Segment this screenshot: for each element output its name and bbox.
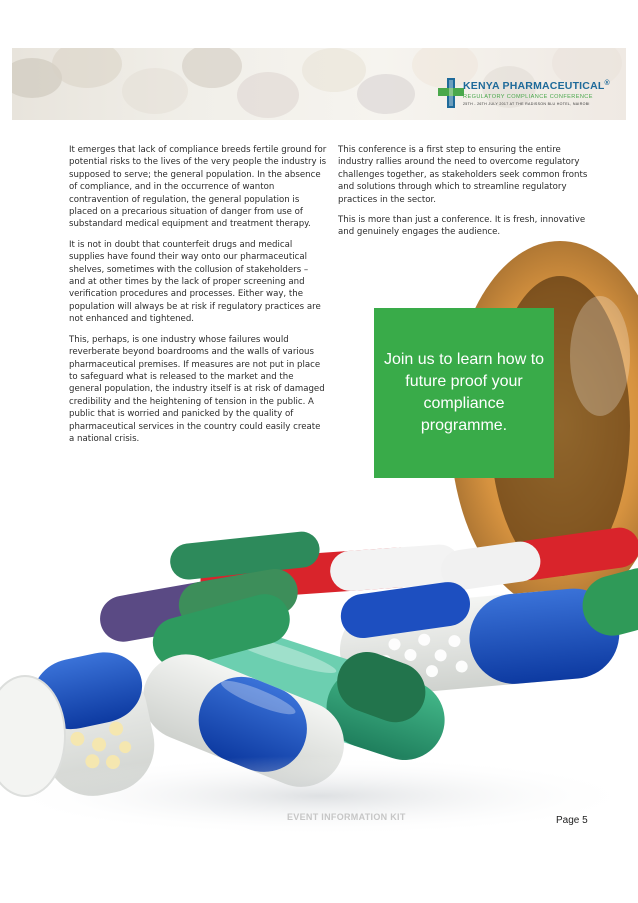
cta-box <box>374 308 554 478</box>
medical-cross-icon <box>438 78 464 108</box>
logo-brand: KENYA PHARMACEUTICAL® <box>463 80 610 92</box>
left-paragraph-3: This, perhaps, is one industry whose failures would reverberate beyond boardrooms and the walls of various pharmaceutical premises. If measures are not put in place to safeguard what is released to the market and the general population, the industry itself is at risk of damaged credibility and the heightening of tension in the public. A public that is worried and panicked by the quality of pharmaceutical services in the country could easily create a national crisis. <box>69 334 325 444</box>
logo-dateline: 25TH - 26TH JULY 2017 AT THE RADISSON BLU HOTEL, NAIROBI <box>463 102 590 106</box>
conference-logo <box>438 78 610 112</box>
event-kit-label: EVENT INFORMATION KIT <box>287 812 406 822</box>
right-paragraph-2: This is more than just a conference. It is fresh, innovative and genuinely engages the audience. <box>338 215 586 238</box>
logo-subtitle: REGULATORY COMPLIANCE CONFERENCE <box>463 94 593 100</box>
left-paragraph-2: It is not in doubt that counterfeit drugs and medical supplies have found their way onto our pharmaceutical shelves, sometimes with the collusion of stakeholders – and at other times by the lack of proper screening and verification procedures and processes. Either way, the population will always be at risk if regulatory practices are not enhanced and tightened. <box>69 239 321 325</box>
page-number: Page 5 <box>556 815 588 826</box>
left-text-column <box>69 144 327 453</box>
cta-text: Join us to learn how to future proof your compliance programme. <box>383 351 545 434</box>
right-paragraph-1: This conference is a first step to ensuring the entire industry rallies around the need to overcome regulatory challenges together, as stakeholders seek common fronts and solutions through which to streamline regulatory practices in the sector. <box>338 145 588 205</box>
right-text-column <box>338 144 590 247</box>
left-paragraph-1: It emerges that lack of compliance breeds fertile ground for potential risks to the lives of the very people the industry is supposed to serve; the general population. In the absence of compliance, and in the occurrence of wanton contravention of regulation, the general population is placed on a precarious situation of danger from use of substandard medical equipment and treatment therapy. <box>69 145 327 230</box>
